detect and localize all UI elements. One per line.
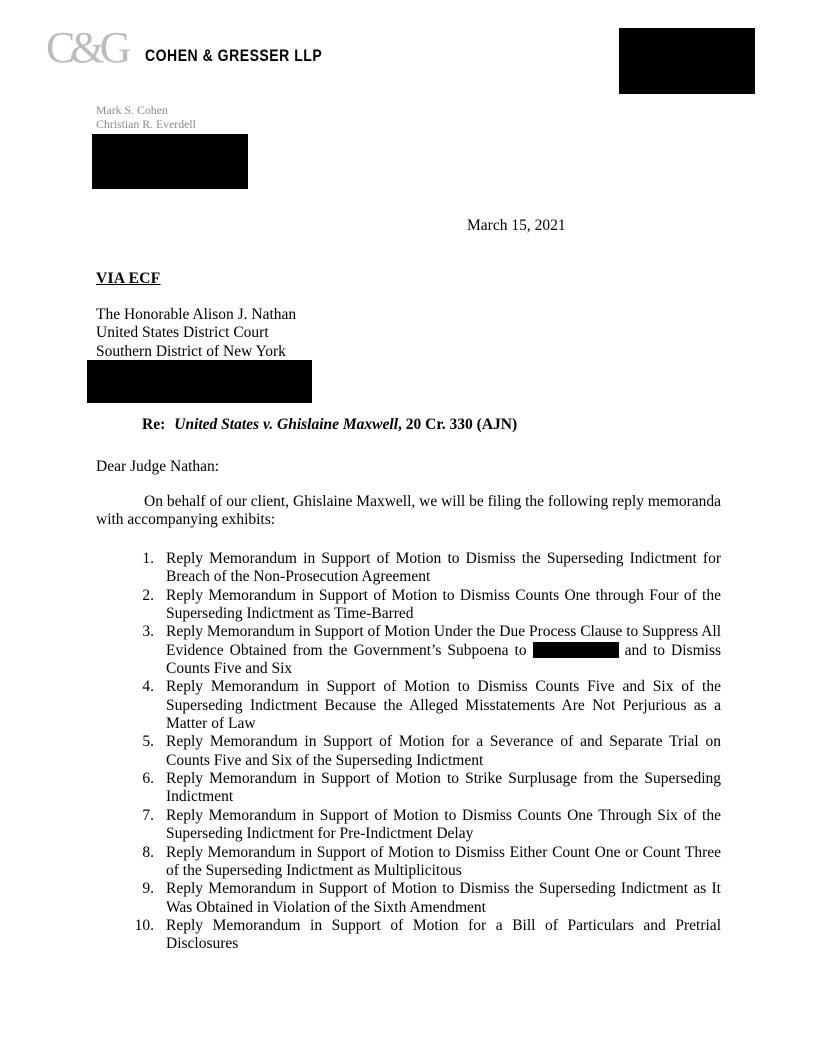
list-item [142,550,721,587]
recipient-address [96,306,296,361]
list-item-number: 2. [142,586,154,604]
re-label: Re: [142,416,166,433]
list-item-number: 1. [142,550,154,567]
intro-paragraph: On behalf of our client, Ghislaine Maxwell, we will be filing the following reply memoranda with accompanying exhibits: [96,493,721,529]
attorney-names [96,103,196,131]
delivery-method: VIA ECF [96,270,161,287]
letter-date: March 15, 2021 [467,217,566,234]
list-item [142,586,721,624]
list-item-number: 7. [142,806,154,824]
list-item-number: 9. [142,880,154,898]
redaction-box-inline [533,642,619,658]
list-item-number: 5. [142,733,154,751]
list-item-number: 10. [134,916,154,934]
list-item [142,843,721,881]
redaction-box-letterhead-contact [92,134,248,189]
recipient-name: The Honorable Alison J. Nathan [96,306,297,323]
list-item-text: Reply Memorandum in Support of Motion to Dismiss the Superseding Indictment as It Was Obtained in Violation of the Sixth Amendment [166,880,721,916]
list-item [142,806,721,844]
salutation: Dear Judge Nathan: [96,458,220,475]
list-item [142,678,721,733]
list-item-text: Reply Memorandum in Support of Motion to Strike Surplusage from the Superseding Indictment [166,770,721,806]
list-item [134,916,721,954]
list-item [142,770,721,807]
firm-logo: C&G [46,23,127,72]
memoranda-list [134,550,722,954]
attorney-name: Mark S. Cohen [96,103,168,117]
case-number: , 20 Cr. 330 (AJN) [398,416,518,433]
list-item [142,880,721,917]
list-item-number: 4. [142,678,154,696]
list-item [142,733,721,770]
redaction-box-address [87,360,312,403]
recipient-court: United States District Court [96,324,269,342]
recipient-district: Southern District of New York [96,342,286,360]
firm-name: COHEN & GRESSER LLP [145,47,323,65]
list-item-text: Reply Memorandum in Support of Motion to Dismiss Either Count One or Count Three of the Superseding Indictment as Multiplicitous [166,843,721,879]
list-item-number: 3. [142,623,154,641]
list-item-number: 6. [142,770,154,788]
list-item-text: Reply Memorandum in Support of Motion to Dismiss the Superseding Indictment for Breach of the Non-Prosecution Agreement [166,550,721,586]
list-item-number: 8. [142,843,154,861]
list-item-text: and to Dismiss Counts Five and Six [166,641,722,678]
list-item-text: Reply Memorandum in Support of Motion to Dismiss Counts One Through Six of the Superseding Indictment for Pre-Indictment Delay [166,806,721,843]
list-item-text: Reply Memorandum in Support of Motion to Dismiss Counts Five and Six of the Superseding Indictment Because the Alleged Misstatements Are Not Perjurious as a Matter of Law [166,678,721,733]
list-item-text: Reply Memorandum in Support of Motion for a Severance of and Separate Trial on Counts Five and Six of the Superseding Indictment [166,733,721,769]
list-item-text: Reply Memorandum in Support of Motion to Dismiss Counts One through Four of the Superseding Indictment as Time-Barred [166,586,721,623]
list-item-text: Reply Memorandum in Support of Motion Under the Due Process Clause to Suppress All Evidence Obtained from the Government’s Subpoena to [166,623,721,659]
re-line [142,416,517,434]
case-name: United States v. Ghislaine Maxwell [174,416,399,433]
redaction-box-header-right [619,28,755,94]
attorney-name: Christian R. Everdell [96,117,196,132]
list-item [142,623,722,678]
list-item-text: Reply Memorandum in Support of Motion for a Bill of Particulars and Pretrial Disclosures [166,916,721,953]
